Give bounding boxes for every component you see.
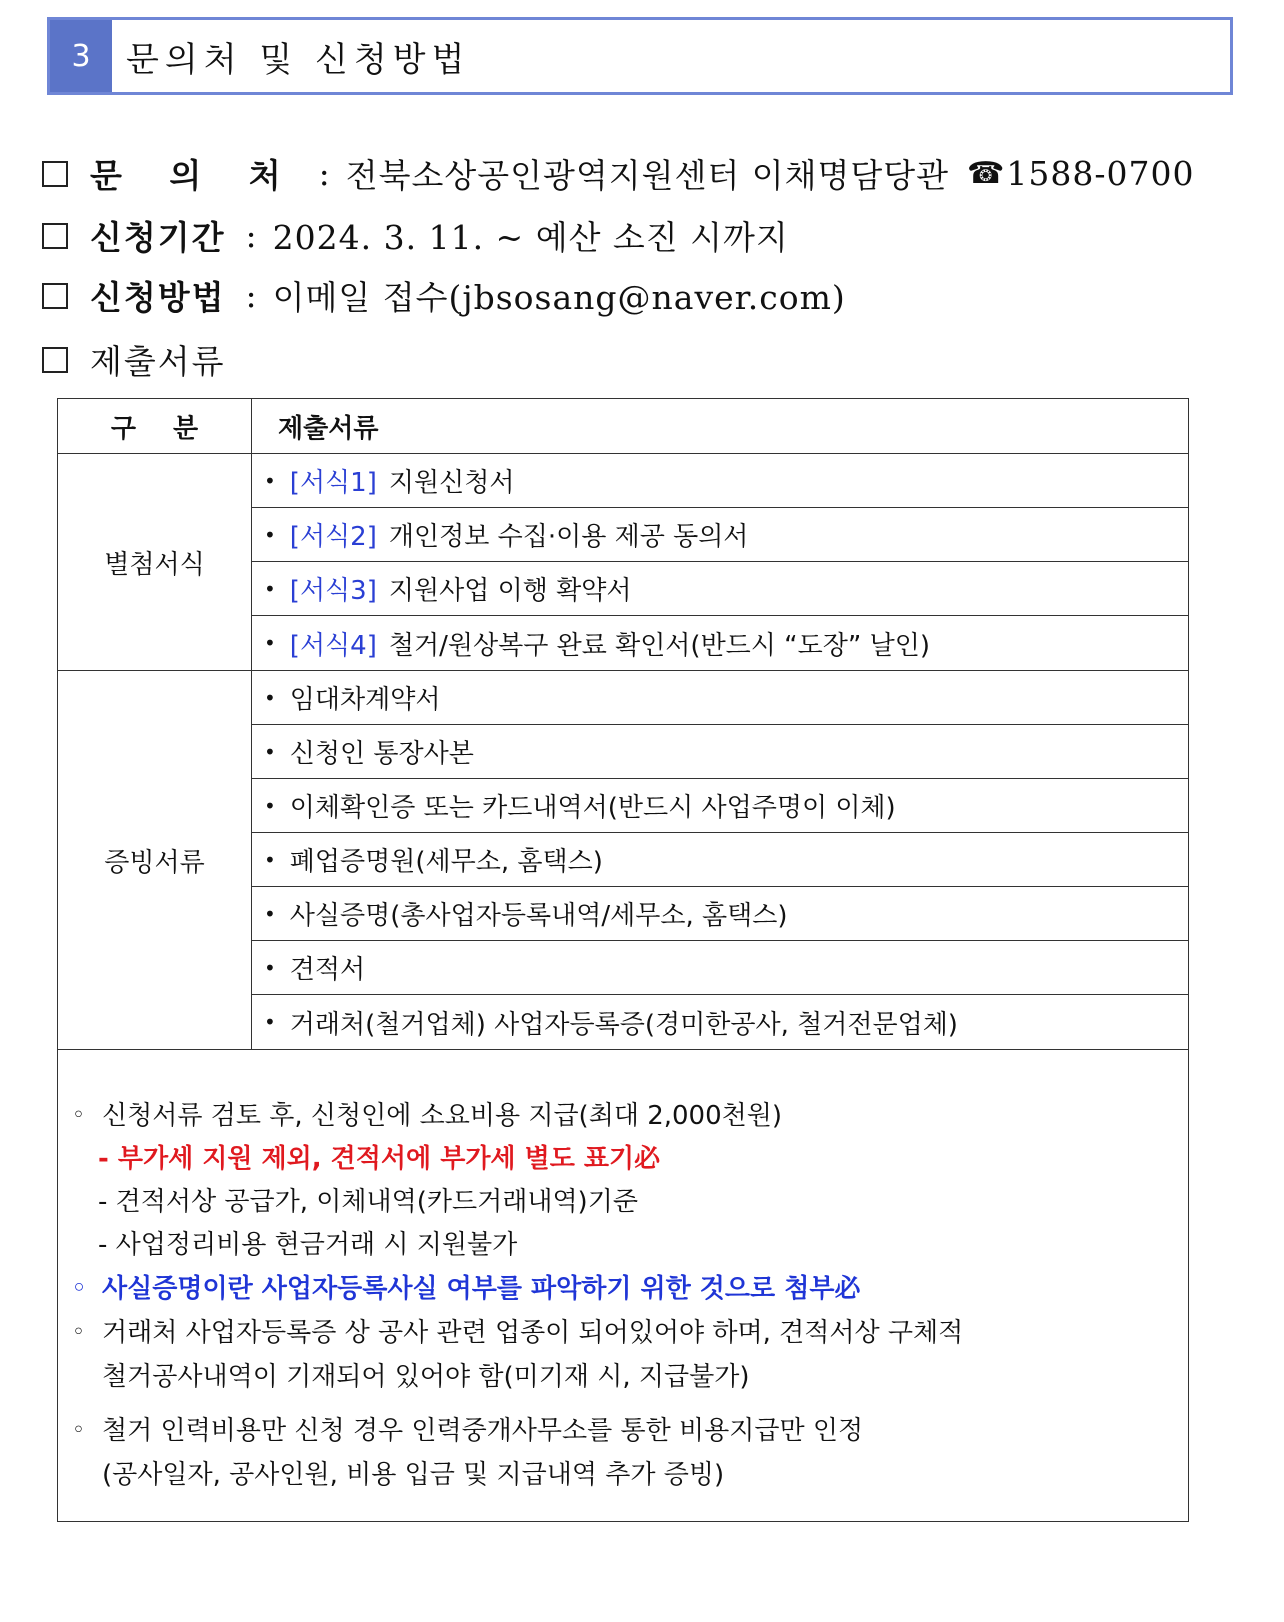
item-text: 사실증명(총사업자등록내역/세무소, 홈택스) [289, 901, 788, 931]
list-item [252, 941, 1188, 995]
period-label: 신청기간 [90, 218, 226, 257]
item-text: 철거/원상복구 완료 확인서(반드시 “도장” 날인) [388, 630, 930, 661]
checkbox-icon [42, 347, 68, 373]
note-text: (공사일자, 공사인원, 비용 입금 및 지급내역 추가 증빙) [102, 1460, 725, 1490]
note-text: 철거 인력비용만 신청 경우 인력중개사무소를 통한 비용지급만 인정 [102, 1416, 864, 1446]
header-category: 구 분 [58, 399, 252, 453]
bullet-icon: • [264, 955, 276, 980]
item-text: 지원사업 이행 확약서 [388, 576, 632, 606]
section-header [47, 17, 1233, 95]
circle-bullet-icon: ◦ [72, 1320, 85, 1345]
circle-bullet-icon: ◦ [72, 1276, 87, 1301]
list-item [252, 562, 1188, 616]
checkbox-icon [42, 283, 68, 309]
method-line: 신청방법 : 이메일 접수(jbsosang@naver.com) [42, 272, 846, 319]
form-tag: [서식3] [289, 576, 377, 606]
bullet-icon: • [264, 576, 276, 601]
note-item [72, 1409, 963, 1497]
note-item [72, 1094, 963, 1138]
list-item [252, 616, 1188, 670]
section-title: 문의처 및 신청방법 [126, 39, 471, 80]
method-label: 신청방법 [90, 278, 226, 317]
notes-section [58, 1050, 963, 1521]
contact-value: 전북소상공인광역지원센터 이채명담당관 [345, 156, 950, 195]
note-text: 신청서류 검토 후, 신청인에 소요비용 지급(최대 2,000천원) [102, 1101, 783, 1131]
bullet-icon: • [264, 847, 276, 872]
form-tag: [서식1] [289, 468, 377, 498]
header-items: 제출서류 [278, 413, 379, 444]
list-item [252, 725, 1188, 779]
form-tag: [서식4] [289, 630, 377, 661]
form-tag: [서식2] [289, 522, 377, 552]
phone-icon: ☎ [967, 156, 1005, 191]
item-text: 견적서 [289, 955, 366, 985]
list-item [252, 671, 1188, 725]
bullet-icon: • [264, 522, 276, 547]
list-item [252, 454, 1188, 508]
period-line: 신청기간 : 2024. 3. 11. ~ 예산 소진 시까지 [42, 212, 789, 259]
note-sub-cash: - 사업정리비용 현금거래 시 지원불가 [98, 1230, 518, 1260]
table-notes-row [58, 1050, 1188, 1521]
method-value: 이메일 접수(jbsosang@naver.com) [272, 278, 846, 317]
bullet-icon: • [264, 468, 276, 493]
table-header-row [58, 399, 1188, 454]
circle-bullet-icon: ◦ [72, 1418, 85, 1443]
note-text: 거래처 사업자등록증 상 공사 관련 업종이 되어있어야 하며, 견적서상 구체적 [102, 1318, 964, 1348]
list-item [252, 833, 1188, 887]
list-item [252, 508, 1188, 562]
documents-label: 제출서류 [90, 342, 226, 381]
contact-label: 문 의 처 [90, 156, 299, 195]
bullet-icon: • [264, 901, 276, 926]
note-item [72, 1267, 963, 1311]
note-sub-basis: - 견적서상 공급가, 이체내역(카드거래내역)기준 [98, 1187, 638, 1217]
contact-line: 문 의 처 : 전북소상공인광역지원센터 이채명담당관 ☎ 1588-0700 [42, 150, 1195, 197]
period-value: 2024. 3. 11. ~ 예산 소진 시까지 [272, 218, 789, 257]
note-sub-vat: - 부가세 지원 제외, 견적서에 부가세 별도 표기必 [98, 1144, 661, 1174]
circle-bullet-icon: ◦ [72, 1103, 85, 1128]
item-text: 개인정보 수집·이용 제공 동의서 [388, 522, 749, 552]
note-text: 사실증명이란 사업자등록사실 여부를 파악하기 위한 것으로 첨부必 [102, 1274, 861, 1304]
item-text: 신청인 통장사본 [289, 739, 474, 769]
documents-table [57, 398, 1189, 1522]
contact-phone: 1588-0700 [1006, 154, 1195, 193]
bullet-icon: • [264, 685, 276, 710]
list-item [252, 779, 1188, 833]
section-number: 3 [50, 20, 112, 92]
checkbox-icon [42, 223, 68, 249]
bullet-icon: • [264, 1010, 276, 1034]
note-item [72, 1311, 963, 1399]
bullet-icon: • [264, 631, 276, 655]
list-item [252, 887, 1188, 941]
item-text: 거래처(철거업체) 사업자등록증(경미한공사, 철거전문업체) [289, 1009, 958, 1040]
documents-line [42, 336, 226, 383]
note-text: 철거공사내역이 기재되어 있어야 함(미기재 시, 지급불가) [102, 1362, 750, 1392]
checkbox-icon [42, 161, 68, 187]
item-text: 지원신청서 [388, 468, 515, 498]
category-evidence: 증빙서류 [58, 671, 252, 1049]
category-attachments: 별첨서식 [58, 454, 252, 670]
table-row-attachments [58, 454, 1188, 671]
list-item [252, 995, 1188, 1049]
bullet-icon: • [264, 739, 276, 764]
item-text: 임대차계약서 [289, 685, 441, 715]
table-row-evidence [58, 671, 1188, 1050]
item-text: 이체확인증 또는 카드내역서(반드시 사업주명이 이체) [289, 793, 896, 823]
bullet-icon: • [264, 793, 276, 818]
item-text: 폐업증명원(세무소, 홈택스) [289, 847, 603, 877]
